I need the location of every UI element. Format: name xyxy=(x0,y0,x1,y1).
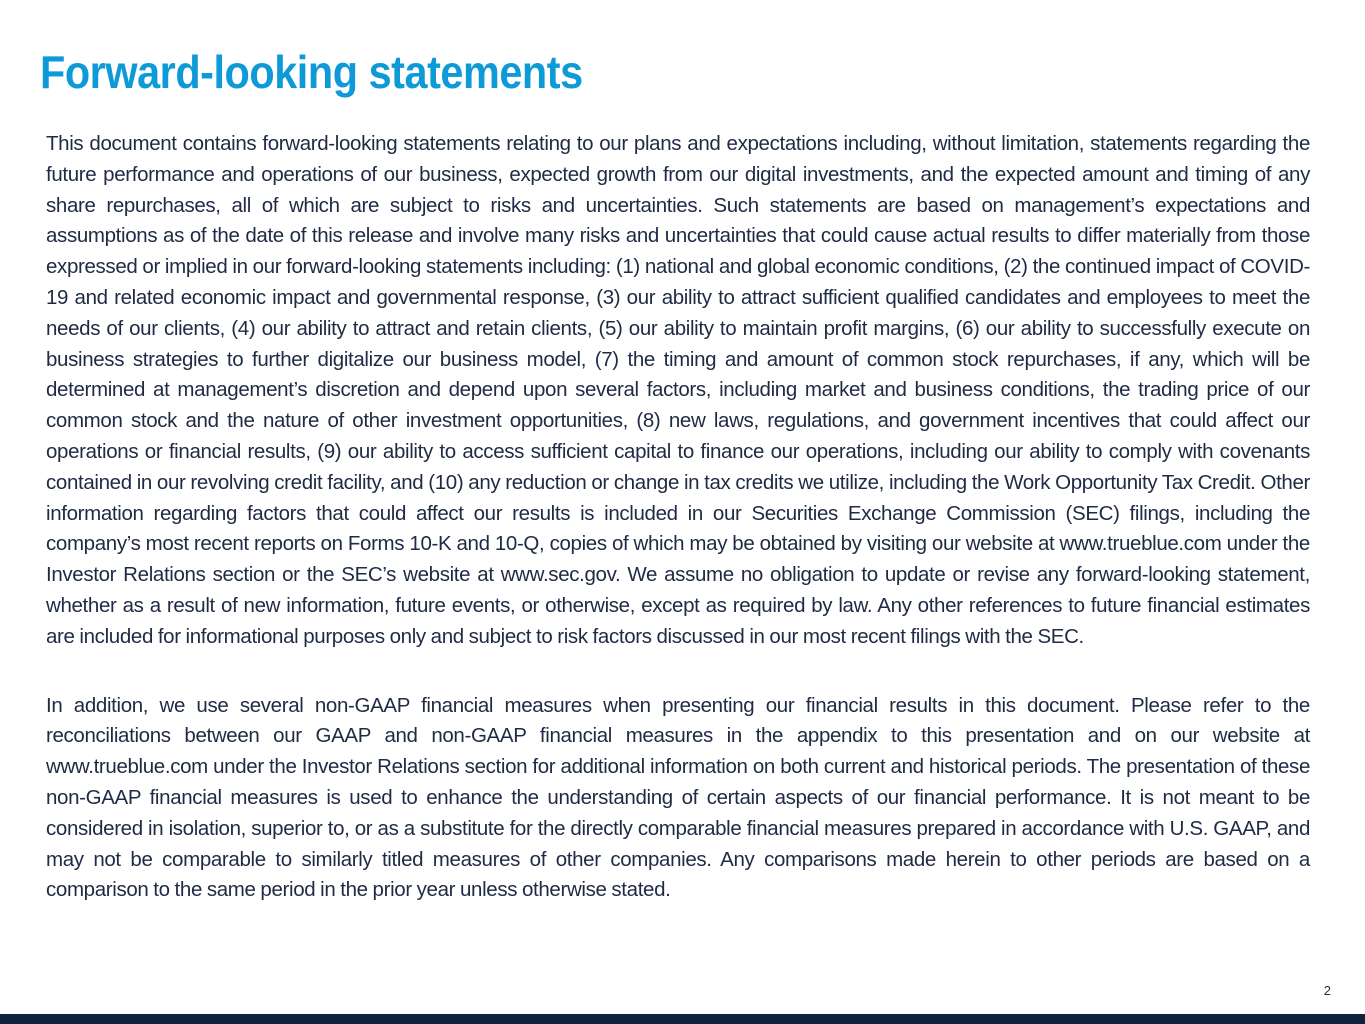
footer-bar xyxy=(0,1014,1365,1024)
disclaimer-body xyxy=(46,129,1310,906)
non-gaap-paragraph: In addition, we use several non-GAAP financial measures when presenting our financial results in this document. Please refer to the reconciliations between our GAAP and non-GAAP financial measures in the appendix to this presentation and on our website at www.trueblue.com under the Investor Relations section for additional information on both current and historical periods. The presentation of these non-GAAP financial measures is used to enhance the understanding of certain aspects of our financial performance. It is not meant to be considered in isolation, superior to, or as a substitute for the directly comparable financial measures prepared in accordance with U.S. GAAP, and may not be comparable to similarly titled measures of other companies. Any comparisons made herein to other periods are based on a comparison to the same period in the prior year unless otherwise stated. xyxy=(46,693,1310,902)
page-title: Forward-looking statements xyxy=(40,46,583,98)
page-number: 2 xyxy=(1323,983,1331,998)
forward-looking-paragraph: This document contains forward-looking statements relating to our plans and expectations including, without limitation, statements regarding the future performance and operations of our business, expected growth from our digital investments, and the expected amount and timing of any share repurchases, all of which are subject to risks and uncertainties. Such statements are based on management’s expectations and assumptions as of the date of this release and involve many risks and uncertainties that could cause actual results to differ materially from those expressed or implied in our forward-looking statements including: (1) national and global economic conditions, (2) the continued impact of COVID-19 and related economic impact and governmental response, (3) our ability to attract sufficient qualified candidates and employees to meet the needs of our clients, (4) our ability to attract and retain clients, (5) our ability to maintain profit margins, (6) our ability to successfully execute on business strategies to further digitalize our business model, (7) the timing and amount of common stock repurchases, if any, which will be determined at management’s discretion and depend upon several factors, including market and business conditions, the trading price of our common stock and the nature of other investment opportunities, (8) new laws, regulations, and government incentives that could affect our operations or financial results, (9) our ability to access sufficient capital to finance our operations, including our ability to comply with covenants contained in our revolving credit facility, and (10) any reduction or change in tax credits we utilize, including the Work Opportunity Tax Credit. Other information regarding factors that could affect our results is included in our Securities Exchange Commission (SEC) filings, including the company’s most recent reports on Forms 10-K and 10-Q, copies of which may be obtained by visiting our website at www.trueblue.com under the Investor Relations section or the SEC’s website at www.sec.gov. We assume no obligation to update or revise any forward-looking statement, whether as a result of new information, future events, or otherwise, except as required by law. Any other references to future financial estimates are included for informational purposes only and subject to risk factors discussed in our most recent filings with the SEC. xyxy=(46,132,1310,648)
